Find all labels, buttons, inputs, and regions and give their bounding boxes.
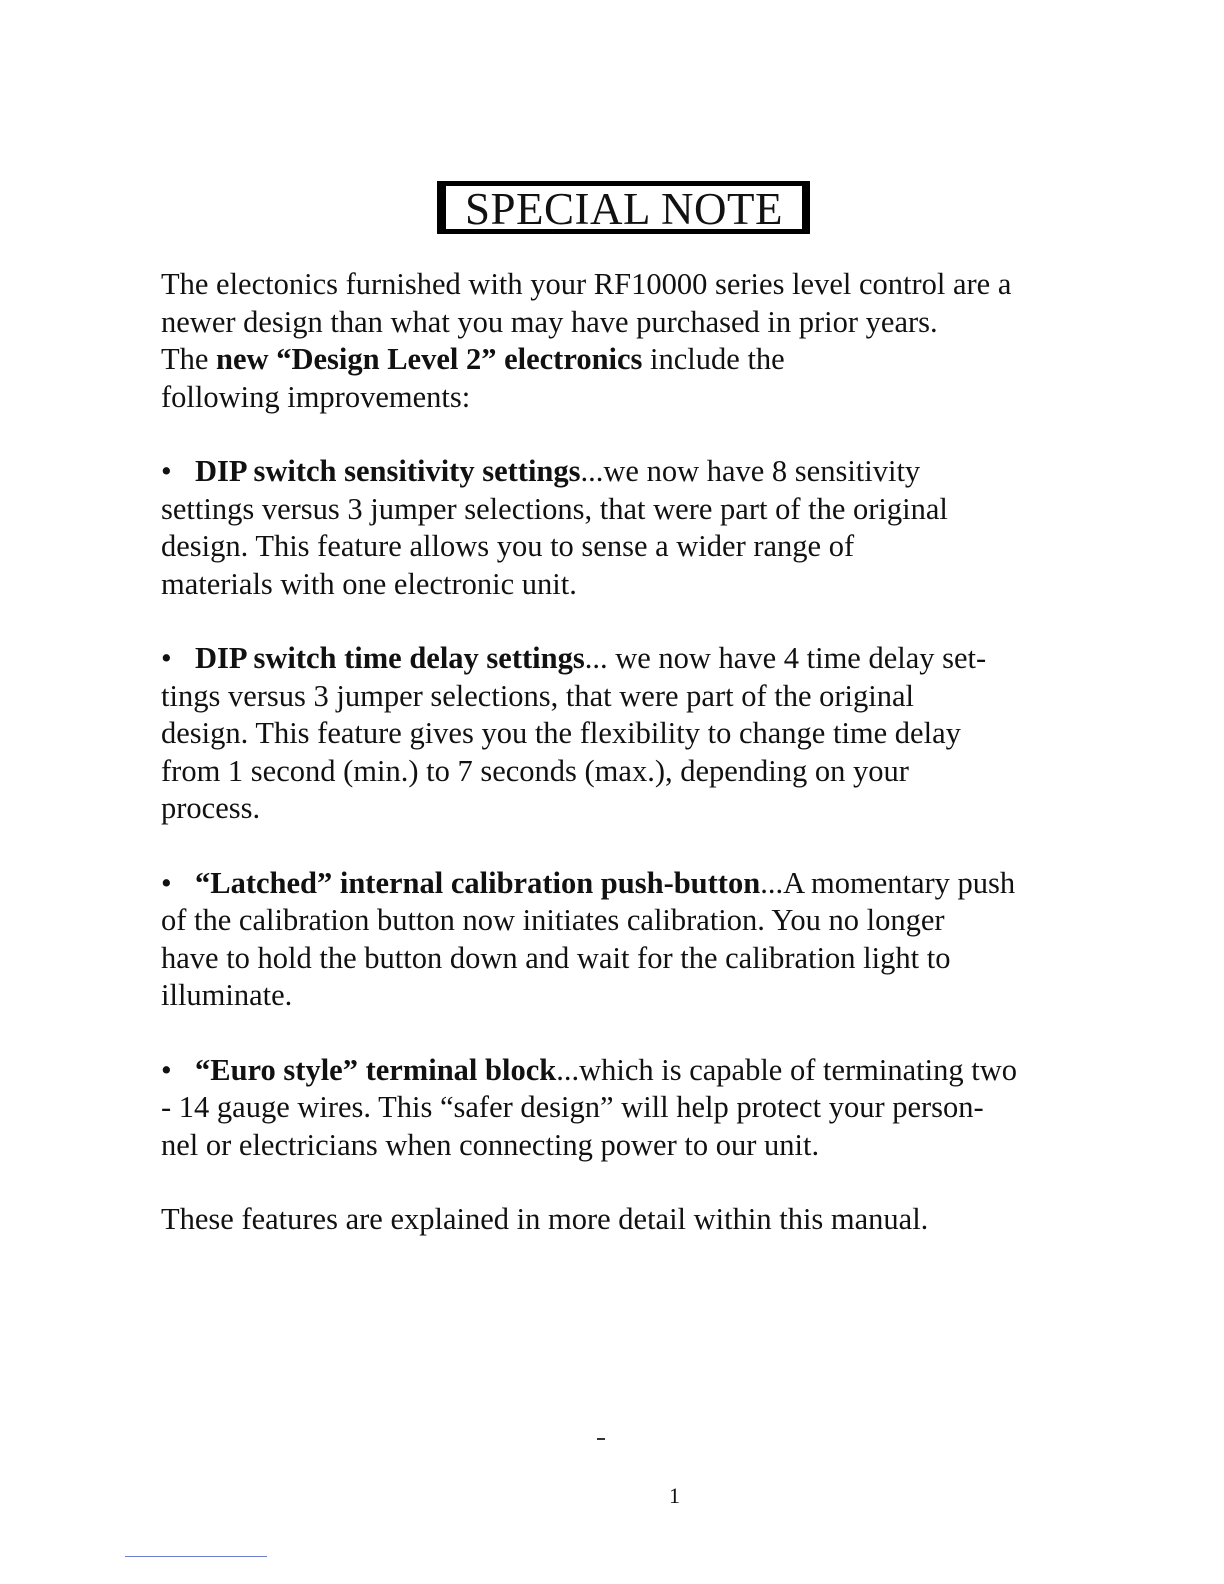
bullet-line: from 1 second (min.) to 7 seconds (max.), depending on your	[161, 753, 909, 788]
bullet-item-time-delay	[161, 640, 1131, 828]
bullet-line: - 14 gauge wires. This “safer design” will help protect your person-	[161, 1090, 984, 1124]
bullet-heading: “Euro style” terminal block	[195, 1052, 557, 1087]
closing-paragraph	[161, 1201, 1131, 1239]
bullet-line: illuminate.	[161, 978, 293, 1012]
intro-line	[161, 341, 1131, 379]
bullet-line: have to hold the button down and wait for the calibration light to	[161, 940, 951, 975]
bullet-line: design. This feature allows you to sense a wider range of	[161, 529, 855, 563]
intro-line: newer design than what you may have purchased in prior years.	[161, 304, 938, 339]
bullet-text: ...A momentary push	[760, 865, 1016, 900]
bullet-line: of the calibration button now initiates calibration. You no longer	[161, 903, 945, 937]
bullet-heading: “Latched” internal calibration push-button	[195, 865, 761, 900]
bullet-text: ...which is capable of terminating two	[556, 1052, 1017, 1087]
bullet-line: process.	[161, 791, 261, 825]
bullet-icon: •	[161, 641, 172, 675]
bullet-item-sensitivity	[161, 453, 1131, 603]
page-title: SPECIAL NOTE	[437, 181, 810, 234]
footer-rule	[125, 1556, 267, 1557]
page-number: 1	[669, 1483, 680, 1508]
closing-line: These features are explained in more detail within this manual.	[161, 1202, 929, 1236]
bullet-icon: •	[161, 1052, 172, 1087]
intro-line: The electonics furnished with your RF10000 series level control are a	[161, 267, 1012, 301]
bullet-heading: DIP switch time delay settings	[195, 641, 585, 675]
bullet-line: settings versus 3 jumper selections, that were part of the original	[161, 491, 948, 526]
bullet-item-calibration	[161, 865, 1131, 1015]
bullet-line: design. This feature gives you the flexibility to change time delay	[161, 716, 961, 750]
bullet-text: ... we now have 4 time delay set-	[584, 641, 987, 675]
design-level-emphasis: new “Design Level 2” electronics	[216, 342, 643, 376]
intro-text: The	[161, 342, 217, 376]
bullet-line: nel or electricians when connecting power to our unit.	[161, 1127, 820, 1162]
bullet-heading: DIP switch sensitivity settings	[195, 454, 581, 488]
intro-paragraph	[161, 266, 1131, 416]
bullet-line: materials with one electronic unit.	[161, 566, 577, 601]
bullet-text: ...we now have 8 sensitivity	[580, 454, 921, 488]
note-body	[161, 266, 1131, 1239]
bullet-line: tings versus 3 jumper selections, that were part of the original	[161, 678, 914, 713]
bullet-item-terminal-block	[161, 1052, 1131, 1165]
intro-text: include the	[642, 342, 785, 376]
bullet-icon: •	[161, 454, 172, 488]
intro-line: following improvements:	[161, 379, 471, 414]
bullet-icon: •	[161, 865, 172, 900]
scan-speck	[597, 1438, 605, 1440]
